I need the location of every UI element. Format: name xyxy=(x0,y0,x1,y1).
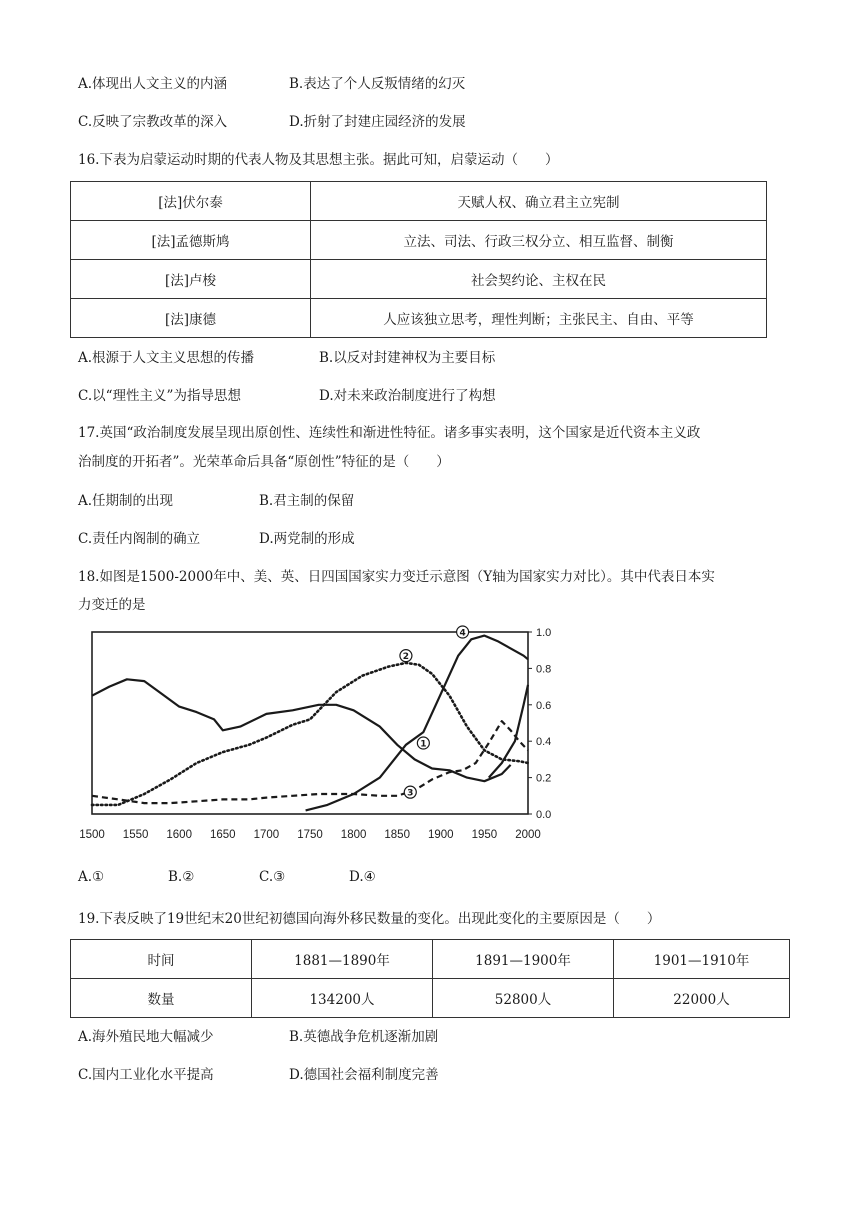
q15-option-a[interactable]: A.体现出人文主义的内涵 xyxy=(78,76,228,92)
table-cell: [法]卢梭 xyxy=(71,260,311,299)
x-tick-label: 1900 xyxy=(428,829,454,841)
table-cell: 22000人 xyxy=(614,979,790,1018)
y-tick-label: 0.8 xyxy=(536,663,552,676)
table-cell: 52800人 xyxy=(433,979,614,1018)
series-line-5 xyxy=(489,685,528,778)
table-cell: 天赋人权、确立君主立宪制 xyxy=(311,182,767,221)
x-tick-label: 1600 xyxy=(166,829,192,841)
table-row xyxy=(71,979,790,1018)
table-cell: [法]孟德斯鸠 xyxy=(71,221,311,260)
q18-option-c[interactable]: C.③ xyxy=(259,869,286,885)
table-cell: 134200人 xyxy=(252,979,433,1018)
table-cell: [法]康德 xyxy=(71,299,311,338)
y-tick-label: 0.2 xyxy=(536,772,552,785)
table-cell: 立法、司法、行政三权分立、相互监督、制衡 xyxy=(311,221,767,260)
q18-stem-line1: 18.如图是1500-2000年中、美、英、日四国国家实力变迁示意图（Y轴为国家实力对比）。其中代表日本实 xyxy=(78,569,715,585)
table-cell: 数量 xyxy=(71,979,252,1018)
y-tick-label: 0.4 xyxy=(536,736,552,749)
q19-option-b[interactable]: B.英德战争危机逐渐加剧 xyxy=(289,1029,439,1045)
q16-option-c[interactable]: C.以“理性主义”为指导思想 xyxy=(78,388,241,404)
q18-option-a[interactable]: A.① xyxy=(78,869,105,885)
q17-option-a[interactable]: A.任期制的出现 xyxy=(78,493,174,509)
q18-option-b[interactable]: B.② xyxy=(168,869,195,885)
q19-option-a[interactable]: A.海外殖民地大幅减少 xyxy=(78,1029,214,1045)
table-row xyxy=(71,299,767,338)
table-cell: 1891—1900年 xyxy=(433,940,614,979)
q18-stem-line2: 力变迁的是 xyxy=(78,597,146,613)
table-row xyxy=(71,260,767,299)
q19-option-c[interactable]: C.国内工业化水平提高 xyxy=(78,1067,214,1083)
x-tick-label: 1800 xyxy=(340,829,367,841)
table-cell: [法]伏尔泰 xyxy=(71,182,311,221)
x-tick-label: 1750 xyxy=(297,829,323,841)
q15-option-d[interactable]: D.折射了封建庄园经济的发展 xyxy=(289,114,466,130)
x-tick-label: 1950 xyxy=(471,829,498,841)
q16-table xyxy=(70,181,767,338)
table-row xyxy=(71,940,790,979)
table-cell: 社会契约论、主权在民 xyxy=(311,260,767,299)
x-tick-label: 1850 xyxy=(384,829,410,841)
q19-stem: 19.下表反映了19世纪末20世纪初德国向海外移民数量的变化。出现此变化的主要原因是（ ） xyxy=(78,911,661,927)
series-marker-label: 4 xyxy=(459,628,466,639)
x-tick-label: 2000 xyxy=(515,829,541,841)
q17-stem-line1: 17.英国“政治制度发展呈现出原创性、连续性和渐进性特征。诸多事实表明，这个国家是近代资本主义政 xyxy=(78,425,701,441)
q17-option-d[interactable]: D.两党制的形成 xyxy=(259,531,355,547)
table-cell: 人应该独立思考，理性判断；主张民主、自由、平等 xyxy=(311,299,767,338)
y-tick-label: 1.0 xyxy=(536,627,552,639)
table-cell: 时间 xyxy=(71,940,252,979)
x-tick-label: 1550 xyxy=(122,829,149,841)
y-tick-label: 0.0 xyxy=(536,809,552,821)
q16-option-d[interactable]: D.对未来政治制度进行了构想 xyxy=(319,388,496,404)
x-tick-label: 1500 xyxy=(79,829,105,841)
table-row xyxy=(71,182,767,221)
series-marker-label: 3 xyxy=(407,788,414,799)
q18-option-d[interactable]: D.④ xyxy=(349,869,376,885)
table-row xyxy=(71,221,767,260)
q17-stem-line2: 治制度的开拓者”。光荣革命后具备“原创性”特征的是（ ） xyxy=(78,454,450,470)
series-line-4 xyxy=(306,636,528,811)
power-chart xyxy=(79,627,566,846)
q19-table xyxy=(70,939,790,1018)
x-tick-label: 1650 xyxy=(210,829,236,841)
q16-option-a[interactable]: A.根源于人文主义思想的传播 xyxy=(78,350,255,366)
q16-option-b[interactable]: B.以反对封建神权为主要目标 xyxy=(319,350,496,366)
table-cell: 1881—1890年 xyxy=(252,940,433,979)
q17-option-c[interactable]: C.责任内阁制的确立 xyxy=(78,531,201,547)
q19-option-d[interactable]: D.德国社会福利制度完善 xyxy=(289,1067,439,1083)
series-line-3 xyxy=(92,721,528,803)
x-tick-label: 1700 xyxy=(253,829,280,841)
q15-option-c[interactable]: C.反映了宗教改革的深入 xyxy=(78,114,228,130)
series-marker-label: 2 xyxy=(402,652,410,663)
table-cell: 1901—1910年 xyxy=(614,940,790,979)
series-line-2 xyxy=(92,663,528,805)
series-marker-label: 1 xyxy=(420,739,427,750)
q17-option-b[interactable]: B.君主制的保留 xyxy=(259,493,355,509)
q15-option-b[interactable]: B.表达了个人反叛情绪的幻灭 xyxy=(289,76,466,92)
y-tick-label: 0.6 xyxy=(536,699,552,712)
q16-stem: 16.下表为启蒙运动时期的代表人物及其思想主张。据此可知，启蒙运动（ ） xyxy=(78,152,559,168)
